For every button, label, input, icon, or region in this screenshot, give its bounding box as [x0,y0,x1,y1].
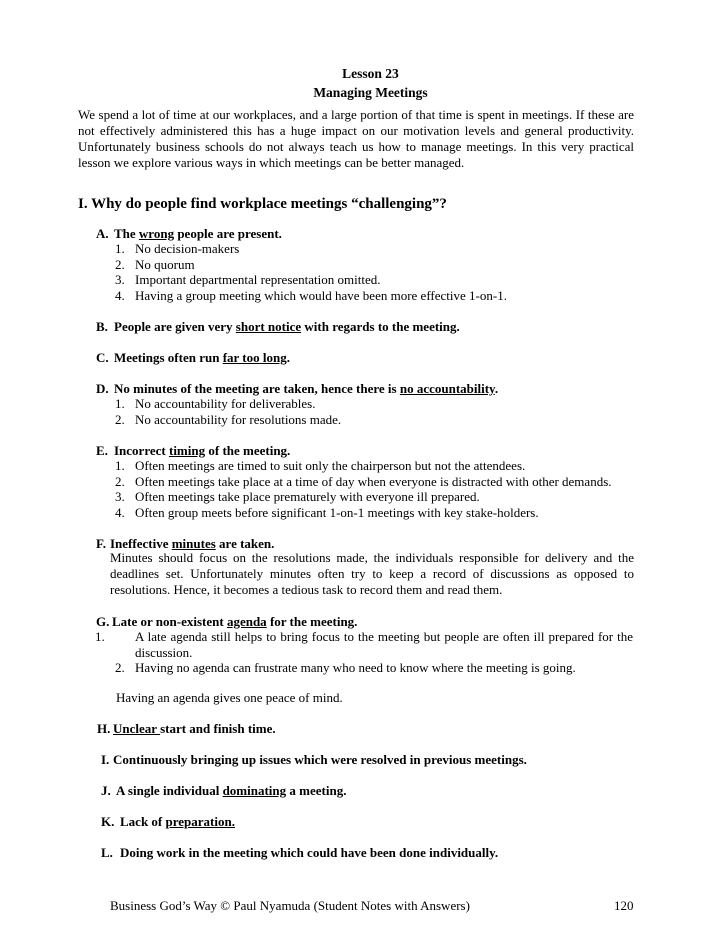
list-item: 1. A late agenda still helps to bring focus to the meeting but people are often ill prepared for the discussion. [95,629,633,660]
heading-d-keyword: no accountability [399,381,495,396]
heading-j: J. A single individual dominating a meeting. [101,783,347,798]
heading-c-keyword: far too long [222,350,287,365]
list-a [115,241,507,303]
heading-g: G. Late or non-existent agenda for the meeting. [96,614,358,629]
heading-k-keyword: preparation. [165,814,235,829]
list-item: 4. Having a group meeting which would have been more effective 1-on-1. [115,287,507,303]
paragraph-f: Minutes should focus on the resolutions made, the individuals responsible for delivery and the deadlines set. Unfortunately minutes often try to keep a record of discussions as opposed to resolutions. Hence, it becomes a tedious task to record them and read them. [110,550,634,597]
list-item: 1. No decision-makers [115,241,240,256]
list-item: 4. Often group meets before significant 1-on-1 meetings with key stake-holders. [115,504,539,520]
intro-paragraph: We spend a lot of time at our workplaces, and a large portion of that time is spent in meetings. If these are not effectively administered this has a huge impact on our motivation levels and general productivity. Unfortunately business schools do not always teach us how to manage meetings. In this very practical lesson we explore various ways in which meetings can be better managed. [78,107,634,170]
agenda-note: Having an agenda gives one peace of mind. [116,690,343,705]
list-item: 3. Often meetings take place prematurely with everyone ill prepared. [115,489,480,504]
heading-c: C. Meetings often run far too long. [96,350,290,365]
heading-h-keyword: Unclear [113,721,161,736]
lesson-number: Lesson 23 [342,66,399,81]
list-item: 2. Often meetings take place at a time of day when everyone is distracted with other demands. [115,473,612,489]
heading-h: H. Unclear start and finish time. [97,721,276,736]
heading-a: A. The wrong people are present. [96,226,282,241]
lesson-title: Managing Meetings [313,85,428,100]
heading-b: B. People are given very short notice with regards to the meeting. [96,319,460,334]
heading-g-keyword: agenda [226,614,267,629]
section-heading: I. Why do people find workplace meetings “challenging”? [78,196,447,212]
lesson-title-block [0,64,728,102]
heading-f-keyword: minutes [171,536,216,551]
heading-e-keyword: timing [168,443,206,458]
heading-k: K. Lack of preparation. [101,814,235,829]
page-number: 120 [614,898,634,913]
list-g [95,629,633,676]
list-item: 1. Often meetings are timed to suit only the chairperson but not the attendees. [115,458,526,473]
list-d [115,396,341,427]
heading-a-keyword: wrong [138,226,175,241]
heading-e: E. Incorrect timing of the meeting. [96,443,291,458]
footer-text: Business God’s Way © Paul Nyamuda (Student Notes with Answers) [110,898,470,913]
heading-d: D. No minutes of the meeting are taken, hence there is no accountability. [96,381,499,396]
list-item: 1. No accountability for deliverables. [115,396,316,411]
heading-j-keyword: dominating [222,783,287,798]
list-item: 2. Having no agenda can frustrate many who need to know where the meeting is going. [115,660,576,675]
list-e [115,458,612,520]
heading-i: I. Continuously bringing up issues which were resolved in previous meetings. [101,752,527,767]
heading-a-letter: A. [96,226,109,241]
list-item: 3. Important departmental representation omitted. [115,272,381,287]
list-item: 2. No quorum [115,256,195,272]
heading-f: F. Ineffective minutes are taken. [96,536,275,551]
list-item: 2. No accountability for resolutions made. [115,411,342,427]
heading-l: L. Doing work in the meeting which could have been done individually. [101,845,499,860]
heading-b-keyword: short notice [235,319,302,334]
